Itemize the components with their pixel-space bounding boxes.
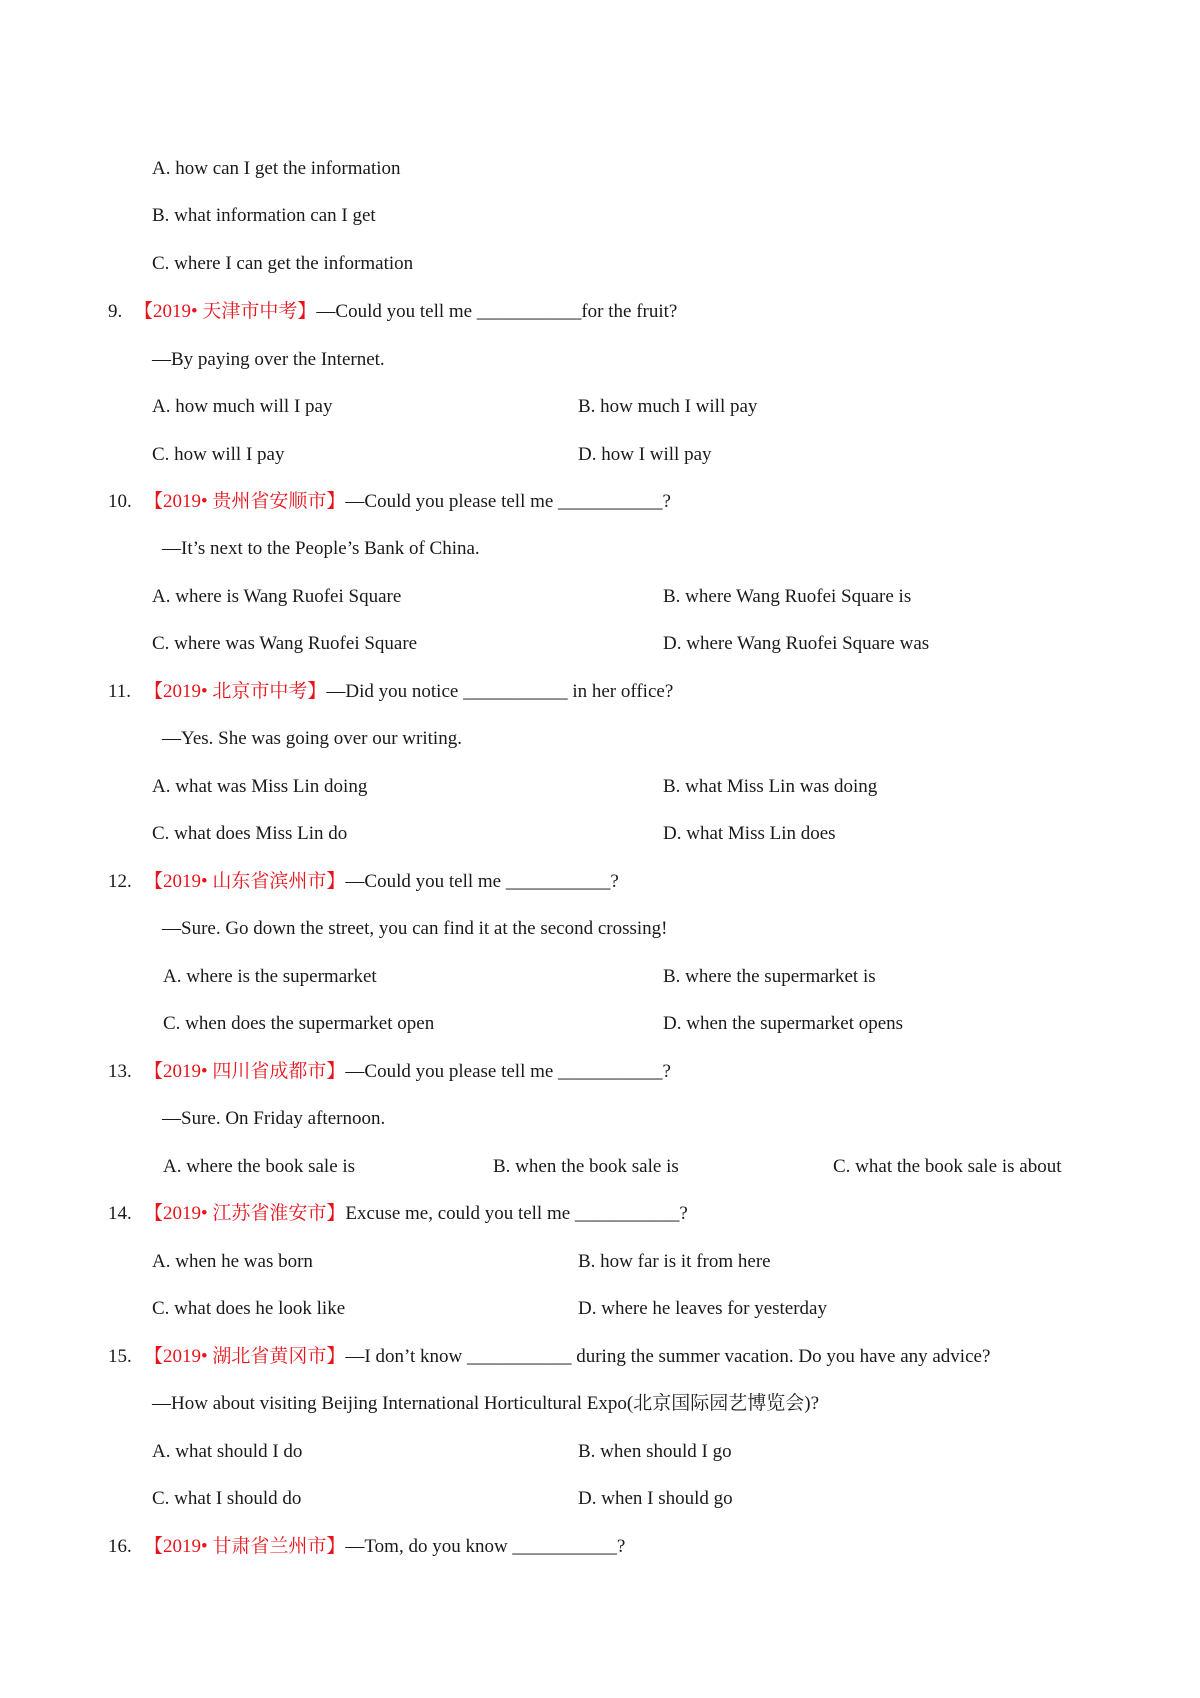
answer-line: —It’s next to the People’s Bank of China.: [162, 538, 480, 559]
question-source: 【2019• 北京市中考】: [144, 681, 327, 702]
question-stem-line: [144, 870, 619, 894]
answer-line: —By paying over the Internet.: [152, 349, 385, 370]
question-number: 9.: [108, 301, 123, 322]
option-b: B. where Wang Ruofei Square is: [663, 586, 912, 607]
question-stem-line: [144, 1060, 671, 1084]
question-source: 【2019• 天津市中考】: [134, 301, 317, 322]
option-a: A. when he was born: [152, 1251, 313, 1272]
question-number: 13.: [108, 1061, 132, 1082]
option-c: C. how will I pay: [152, 444, 285, 465]
option-d: D. how I will pay: [578, 444, 712, 465]
option-a: A. where is the supermarket: [163, 966, 377, 987]
question-source: 【2019• 湖北省黄冈市】: [144, 1346, 346, 1367]
question-number: 12.: [108, 871, 132, 892]
option-d: D. what Miss Lin does: [663, 823, 836, 844]
answer-line: —Sure. On Friday afternoon.: [162, 1108, 386, 1129]
option-d: D. when I should go: [578, 1488, 733, 1509]
q8-option-a: A. how can I get the information: [152, 158, 401, 179]
answer-line: —Yes. She was going over our writing.: [162, 728, 462, 749]
question-number: 11.: [108, 681, 132, 702]
option-b: B. what Miss Lin was doing: [663, 776, 878, 797]
question-stem-line: [144, 1345, 990, 1369]
option-b: B. how much I will pay: [578, 396, 758, 417]
option-c: C. when does the supermarket open: [163, 1013, 435, 1034]
option-a: A. how much will I pay: [152, 396, 333, 417]
question-stem: Excuse me, could you tell me ___________?: [345, 1203, 688, 1224]
option-a: A. what was Miss Lin doing: [152, 776, 368, 797]
question-number: 10.: [108, 491, 132, 512]
question-source: 【2019• 江苏省淮安市】: [144, 1203, 346, 1224]
question-stem-line: [144, 490, 671, 514]
q8-option-b: B. what information can I get: [152, 205, 376, 226]
answer-line: —Sure. Go down the street, you can find it at the second crossing!: [162, 918, 668, 939]
option-c: C. where was Wang Ruofei Square: [152, 633, 418, 654]
question-stem: —Could you please tell me ___________?: [345, 491, 671, 512]
question-stem: —I don’t know ___________ during the summer vacation. Do you have any advice?: [345, 1346, 991, 1367]
question-number: 14.: [108, 1203, 132, 1224]
option-b: B. when the book sale is: [493, 1156, 679, 1177]
question-number: 15.: [108, 1346, 132, 1367]
question-source: 【2019• 贵州省安顺市】: [144, 491, 346, 512]
option-a: A. where is Wang Ruofei Square: [152, 586, 402, 607]
option-b: B. how far is it from here: [578, 1251, 771, 1272]
question-stem-line: [144, 1535, 625, 1559]
option-d: D. where he leaves for yesterday: [578, 1298, 827, 1319]
question-number: 16.: [108, 1536, 132, 1557]
question-stem-line: [134, 300, 677, 324]
question-stem-line: [144, 680, 673, 704]
answer-line: —How about visiting Beijing International Horticultural Expo(北京国际园艺博览会)?: [152, 1393, 820, 1414]
question-source: 【2019• 山东省滨州市】: [144, 871, 346, 892]
question-stem: —Could you please tell me ___________?: [345, 1061, 671, 1082]
question-source: 【2019• 四川省成都市】: [144, 1061, 346, 1082]
question-stem-line: [144, 1202, 688, 1226]
option-b: B. where the supermarket is: [663, 966, 876, 987]
option-a: A. where the book sale is: [163, 1156, 356, 1177]
option-a: A. what should I do: [152, 1441, 303, 1462]
question-stem: —Could you tell me ___________for the fruit?: [316, 301, 678, 322]
option-c: C. what I should do: [152, 1488, 302, 1509]
question-stem: —Tom, do you know ___________?: [345, 1536, 626, 1557]
option-c: C. what does he look like: [152, 1298, 346, 1319]
option-d: D. when the supermarket opens: [663, 1013, 904, 1034]
option-d: D. where Wang Ruofei Square was: [663, 633, 930, 654]
option-b: B. when should I go: [578, 1441, 732, 1462]
option-c: C. what the book sale is about: [833, 1156, 1062, 1177]
option-c: C. what does Miss Lin do: [152, 823, 348, 844]
question-stem: —Did you notice ___________ in her office?: [326, 681, 674, 702]
question-stem: —Could you tell me ___________?: [345, 871, 619, 892]
question-source: 【2019• 甘肃省兰州市】: [144, 1536, 346, 1557]
q8-option-c: C. where I can get the information: [152, 253, 414, 274]
